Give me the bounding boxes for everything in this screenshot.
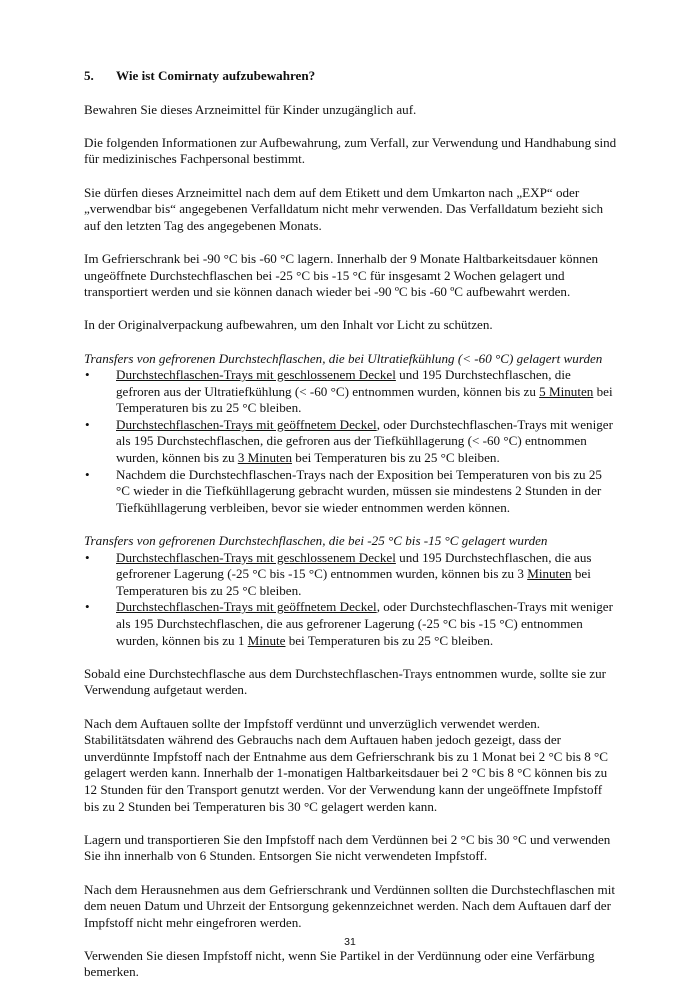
underlined-term: Durchstechflaschen-Trays mit geöffnetem Deckel (116, 599, 377, 615)
list-item-text: und 195 Durchstechflaschen, die aus gefrorener Lagerung (-25 °C bis -15 °C) entnommen wurden, können bis zu 3 (116, 549, 592, 582)
paragraph-freezer-storage: Im Gefrierschrank bei -90 °C bis -60 °C lagern. Innerhalb der 9 Monate Haltbarkeitsdauer können ungeöffnete Durchstechflaschen bei -25 °C bis -15 °C für insgesamt 2 Wochen gelagert und transportiert werden und sie können danach wieder bei -90 ºC bis -60 ºC aufbewahrt werden. (84, 250, 599, 300)
section-title: Wie ist Comirnaty aufzubewahren? (116, 68, 316, 83)
list-item-text: Nachdem die Durchstechflaschen-Trays nach der Exposition bei Temperaturen von bis zu 25 °C wieder in die Tiefkühllagerung gebracht wurden, müssen sie mindestens 2 Stunden in der Tiefkühllagerung verbleiben, bevor sie wieder entnommen werden können. (116, 466, 602, 515)
list-item-text: bei Temperaturen bis zu 25 °C bleiben. (116, 566, 591, 598)
paragraph-keep-away-from-children: Bewahren Sie dieses Arzneimittel für Kinder unzugänglich auf. (84, 101, 417, 117)
subheading-ultra-cold-transfer: Transfers von gefrorenen Durchstechflaschen, die bei Ultratiefkühlung (< -60 °C) gelagert wurden (84, 350, 603, 366)
underlined-term: Durchstechflaschen-Trays mit geöffnetem Deckel (116, 416, 377, 432)
list-item (84, 599, 618, 649)
underlined-term: Minuten (527, 566, 572, 582)
underlined-term: Durchstechflaschen-Trays mit geschlossenem Deckel (116, 367, 396, 383)
list-item-text: bei Temperaturen bis zu 25 °C bleiben. (285, 632, 494, 648)
list-item-text: , oder Durchstechflaschen-Trays mit weniger als 195 Durchstechflaschen, die gefroren aus der Tiefkühllagerung (< -60 °C) entnommen wurden, können bis zu (116, 416, 613, 466)
list-item (84, 417, 618, 467)
list-item-text: , oder Durchstechflaschen-Trays mit weniger als 195 Durchstechflaschen, die aus gefrorener Lagerung (-25 °C bis -15 °C) entnommen wurden, können bis zu 1 (116, 599, 613, 648)
ultra-cold-bullet-list (84, 367, 618, 516)
bullet-icon: • (85, 367, 90, 383)
paragraph-particles-warning: Verwenden Sie diesen Impfstoff nicht, wenn Sie Partikel in der Verdünnung oder eine Verfärbung bemerken. (84, 947, 595, 980)
underlined-term: 5 Minuten (539, 383, 594, 399)
section-heading (84, 68, 618, 85)
paragraph-thaw-after-removal: Sobald eine Durchstechflasche aus dem Durchstechflaschen-Trays entnommen wurde, sollte sie zur Verwendung aufgetaut werden. (84, 665, 607, 698)
paragraph-diluted-storage: Lagern und transportieren Sie den Impfstoff nach dem Verdünnen bei 2 °C bis 30 °C und verwenden Sie ihn innerhalb von 6 Stunden. Entsorgen Sie nicht verwendeten Impfstoff. (84, 831, 611, 864)
list-item (84, 550, 618, 600)
frozen-bullet-list (84, 550, 618, 650)
paragraph-light-protection: In der Originalverpackung aufbewahren, um den Inhalt vor Licht zu schützen. (84, 317, 493, 333)
subheading-frozen-transfer: Transfers von gefrorenen Durchstechflaschen, die bei -25 °C bis -15 °C gelagert wurden (84, 533, 548, 549)
paragraph-professional-info: Die folgenden Informationen zur Aufbewahrung, zum Verfall, zur Verwendung und Handhabung sind für medizinisches Fachpersonal bestimmt. (84, 134, 617, 167)
paragraph-thawing-stability: Nach dem Auftauen sollte der Impfstoff verdünnt und unverzüglich verwendet werden. Stabilitätsdaten während des Gebrauchs nach dem Auftauen haben jedoch gezeigt, dass der unverdünnte Impfstoff nach der Entnahme aus dem Gefrierschrank bis zu 1 Monat bei 2 °C bis 8 °C gelagert werden kann. Innerhalb der 1-monatigen Haltbarkeitsdauer bei 2 °C bis 8 °C können bis zu 12 Stunden für den Transport genutzt werden. Vor der Verwendung kann der ungeöffnete Impfstoff bis zu 2 Stunden bei Temperaturen bis 30 °C gelagert werden kann. (84, 715, 609, 814)
underlined-term: Minute (247, 632, 286, 648)
underlined-term: Durchstechflaschen-Trays mit geschlossenem Deckel (116, 549, 396, 565)
underlined-term: 3 Minuten (237, 450, 293, 466)
list-item-text: und 195 Durchstechflaschen, die gefroren aus der Ultratiefkühlung (< -60 °C) entnommen wurden, können bis zu (116, 367, 571, 399)
list-item (84, 367, 618, 417)
page-number: 31 (344, 936, 356, 948)
bullet-icon: • (85, 466, 90, 482)
bullet-icon: • (85, 416, 90, 432)
paragraph-expiry: Sie dürfen dieses Arzneimittel nach dem auf dem Etikett und dem Umkarton nach „EXP“ oder „verwendbar bis“ angegebenen Verfalldatum nicht mehr verwenden. Das Verfalldatum bezieht sich auf den letzten Tag des angegebenen Monats. (84, 184, 604, 233)
list-item-text: bei Temperaturen bis zu 25 °C bleiben. (292, 450, 500, 466)
list-item-text: bei Temperaturen bis zu 25 °C bleiben. (116, 383, 613, 416)
paragraph-labeling: Nach dem Herausnehmen aus dem Gefrierschrank und Verdünnen sollten die Durchstechflaschen mit dem neuen Datum und Uhrzeit der Entsorgung gekennzeichnet werden. Nach dem Auftauen darf der Impfstoff nicht mehr eingefroren werden. (84, 881, 615, 930)
list-item (84, 467, 618, 517)
bullet-icon: • (85, 549, 90, 565)
bullet-icon: • (85, 599, 90, 615)
section-number: 5. (84, 68, 94, 83)
